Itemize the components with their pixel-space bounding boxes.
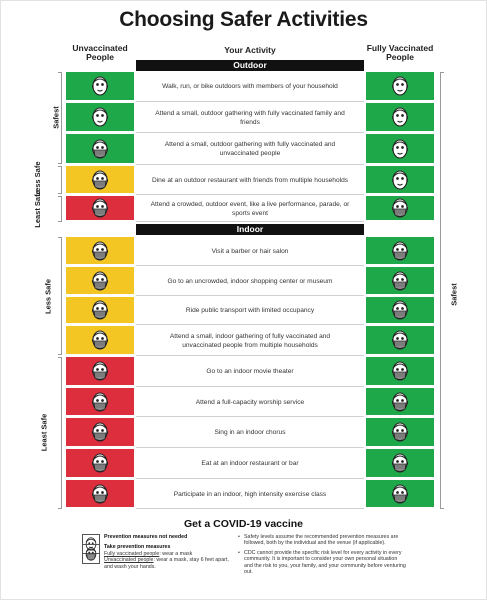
face-mask-icon	[89, 481, 111, 507]
face-mask-icon	[89, 136, 111, 162]
face-no-mask-icon	[389, 73, 411, 99]
activity-text: Sing in an indoor chorus	[136, 418, 364, 448]
label-safest: Safest	[51, 106, 61, 129]
vaccinated-risk-cell	[366, 357, 434, 387]
face-mask-icon	[389, 327, 411, 353]
label-right-safest: Safest	[449, 283, 459, 306]
activity-row	[66, 326, 434, 356]
legend-no-measures: Prevention measures not needed	[82, 534, 232, 540]
vaccinated-risk-cell	[366, 326, 434, 356]
face-mask-icon	[89, 238, 111, 264]
activity-text: Eat at an indoor restaurant or bar	[136, 449, 364, 479]
face-mask-icon	[389, 389, 411, 415]
activity-row	[66, 388, 434, 417]
activity-text: Go to an uncrowded, indoor shopping center or museum	[136, 267, 364, 296]
unvaccinated-risk-cell	[66, 480, 134, 509]
unvaccinated-risk-cell	[66, 134, 134, 165]
vaccinated-risk-cell	[366, 480, 434, 509]
face-no-mask-icon	[389, 167, 411, 193]
vaccinated-risk-cell	[366, 103, 434, 133]
face-mask-icon	[389, 297, 411, 323]
face-no-mask-icon	[389, 136, 411, 162]
face-mask-icon	[389, 419, 411, 445]
unvaccinated-risk-cell	[66, 357, 134, 387]
unvaccinated-risk-cell	[66, 297, 134, 325]
note-risk-level: • CDC cannot provide the specific risk level for every activity in every community. It is important to consider your own personal situation and the risk to you, your family, and your community before venturing out.	[238, 550, 406, 576]
face-mask-icon	[89, 195, 111, 221]
activity-row	[66, 166, 434, 195]
unvaccinated-risk-cell	[66, 449, 134, 479]
legend	[82, 534, 232, 574]
bracket-right-safest	[440, 72, 444, 509]
page-title: Choosing Safer Activities	[119, 8, 368, 31]
unvaccinated-risk-cell	[66, 267, 134, 296]
unvaccinated-risk-cell	[66, 418, 134, 448]
face-mask-icon	[82, 544, 100, 564]
vaccinated-risk-cell	[366, 449, 434, 479]
face-mask-icon	[89, 268, 111, 294]
face-mask-icon	[389, 195, 411, 221]
activity-row	[66, 103, 434, 133]
section-outdoor: Outdoor	[136, 60, 364, 71]
activity-row	[66, 449, 434, 479]
activity-row	[66, 418, 434, 448]
activity-row	[66, 134, 434, 165]
vaccinated-risk-cell	[366, 72, 434, 102]
label-less-safe-indoor: Less Safe	[43, 278, 53, 315]
face-mask-icon	[89, 327, 111, 353]
header-vaccinated: Fully Vaccinated People	[366, 43, 434, 62]
face-mask-icon	[89, 389, 111, 415]
activity-text: Attend a crowded, outdoor event, like a live performance, parade, or sports event	[136, 196, 364, 222]
activity-row	[66, 237, 434, 266]
face-mask-icon	[389, 358, 411, 384]
vaccinated-risk-cell	[366, 418, 434, 448]
face-mask-icon	[89, 450, 111, 476]
activity-text: Ride public transport with limited occupancy	[136, 297, 364, 325]
activity-text: Attend a small, outdoor gathering with fully vaccinated and unvaccinated people	[136, 134, 364, 165]
face-no-mask-icon	[389, 104, 411, 130]
vaccinated-risk-cell	[366, 196, 434, 222]
face-no-mask-icon	[89, 104, 111, 130]
activity-row	[66, 480, 434, 509]
face-mask-icon	[389, 238, 411, 264]
face-mask-icon	[389, 481, 411, 507]
face-no-mask-icon	[89, 73, 111, 99]
activity-text: Attend a small, outdoor gathering with fully vaccinated family and friends	[136, 103, 364, 133]
unvaccinated-risk-cell	[66, 388, 134, 417]
vaccinated-risk-cell	[366, 388, 434, 417]
face-mask-icon	[89, 358, 111, 384]
vaccinated-risk-cell	[366, 297, 434, 325]
activity-row	[66, 357, 434, 387]
unvaccinated-risk-cell	[66, 196, 134, 222]
label-least-safe-outdoor: Least Safe	[33, 190, 42, 228]
bracket-less-safe-outdoor	[58, 166, 62, 194]
unvaccinated-risk-cell	[66, 326, 134, 356]
face-mask-icon	[389, 268, 411, 294]
unvaccinated-risk-cell	[66, 237, 134, 266]
note-safety-levels: • Safety levels assume the recommended prevention measures are followed, both by the individual and the venue (if applicable).	[238, 534, 406, 547]
legend-take-measures: Take prevention measures Fully vaccinated people: wear a mask Unvaccinated people: wear a mask, stay 6 feet apart, and wash your hands.	[82, 544, 232, 570]
activity-text: Walk, run, or bike outdoors with members of your household	[136, 72, 364, 102]
activity-text: Visit a barber or hair salon	[136, 237, 364, 266]
header-unvaccinated: Unvaccinated People	[72, 43, 128, 62]
label-least-safe-indoor: Least Safe	[39, 413, 49, 452]
section-indoor: Indoor	[136, 224, 364, 235]
activity-text: Go to an indoor movie theater	[136, 357, 364, 387]
vaccinated-risk-cell	[366, 267, 434, 296]
vaccinated-risk-cell	[366, 166, 434, 195]
header-activity: Your Activity	[224, 45, 276, 55]
label-less-safe-outdoor: Less Safe	[33, 161, 42, 197]
unvaccinated-risk-cell	[66, 166, 134, 195]
bracket-least-safe-indoor	[58, 357, 62, 509]
vaccinated-risk-cell	[366, 237, 434, 266]
notes	[238, 534, 406, 578]
activity-text: Attend a full-capacity worship service	[136, 388, 364, 417]
activity-text: Participate in an indoor, high intensity exercise class	[136, 480, 364, 509]
activity-row	[66, 196, 434, 222]
bracket-least-safe-outdoor	[58, 196, 62, 222]
face-mask-icon	[389, 450, 411, 476]
vaccine-cta: Get a COVID-19 vaccine	[183, 518, 304, 530]
unvaccinated-risk-cell	[66, 103, 134, 133]
activity-row	[66, 72, 434, 102]
face-mask-icon	[89, 419, 111, 445]
activity-row	[66, 297, 434, 325]
activity-text: Dine at an outdoor restaurant with friends from multiple households	[136, 166, 364, 195]
bracket-less-safe-indoor	[58, 237, 62, 355]
vaccinated-risk-cell	[366, 134, 434, 165]
unvaccinated-risk-cell	[66, 72, 134, 102]
activity-row	[66, 267, 434, 296]
activity-text: Attend a small, indoor gathering of fully vaccinated and unvaccinated people from multiple households	[136, 326, 364, 356]
face-mask-icon	[89, 297, 111, 323]
face-mask-icon	[89, 167, 111, 193]
